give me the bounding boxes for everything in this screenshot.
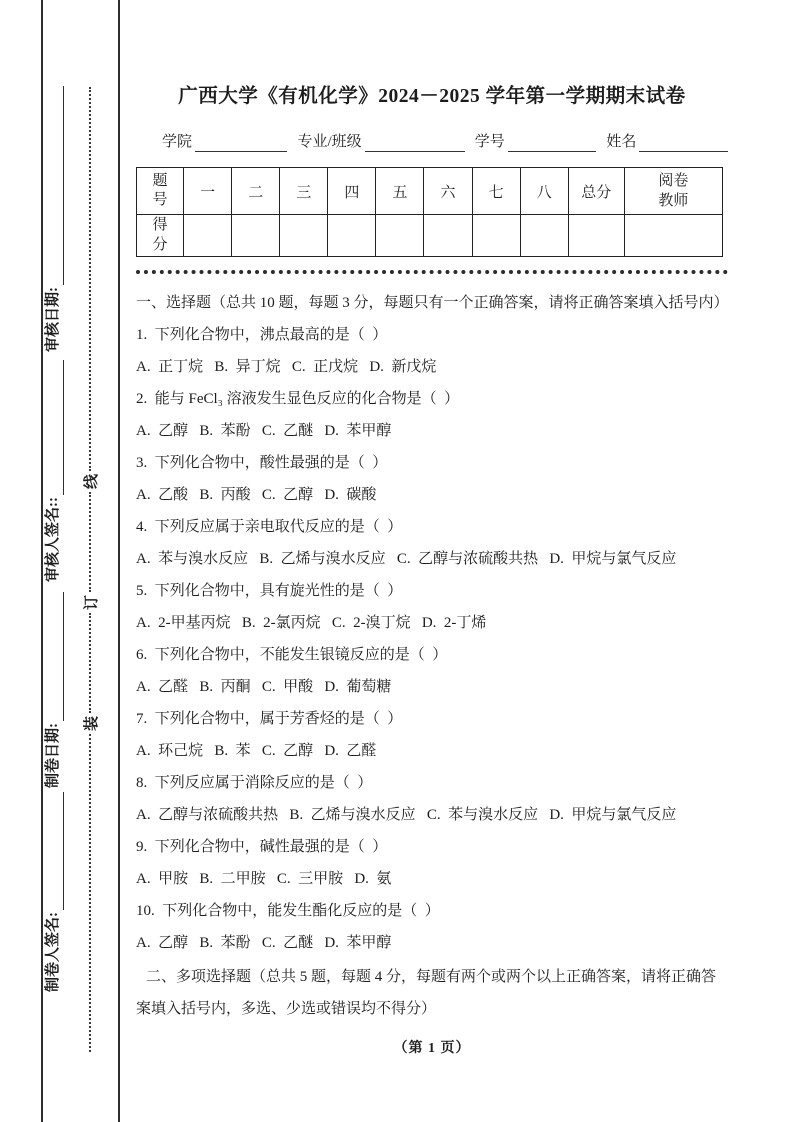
score-table-header-row	[137, 168, 723, 215]
seal-border-right	[118, 0, 120, 1122]
question-item	[136, 767, 728, 831]
score-cell	[376, 215, 424, 257]
binding-char-zhuang: 装	[83, 715, 100, 731]
col-header-2: 二	[232, 168, 280, 215]
question-options: A. 乙醇与浓硫酸共热 B. 乙烯与溴水反应 C. 苯与溴水反应 D. 甲烷与氯气反应	[136, 807, 677, 823]
question-options: A. 正丁烷 B. 异丁烷 C. 正戊烷 D. 新戊烷	[136, 359, 437, 375]
col-header-4: 四	[328, 168, 376, 215]
paper-date-blank	[48, 592, 64, 721]
paper-date-label: 制卷日期:	[45, 723, 61, 788]
score-cell	[624, 215, 722, 257]
review-date-blank	[48, 86, 64, 285]
question-text: 8. 下列反应属于消除反应的是（ ）	[136, 775, 373, 791]
col-header-3: 三	[280, 168, 328, 215]
score-cell	[568, 215, 624, 257]
question-text: 3. 下列化合物中，酸性最强的是（ ）	[136, 455, 388, 471]
major-class-blank	[365, 134, 465, 152]
binding-char-xian: 线	[83, 473, 100, 489]
question-text: 1. 下列化合物中，沸点最高的是（ ）	[136, 327, 388, 343]
question-options: A. 苯与溴水反应 B. 乙烯与溴水反应 C. 乙醇与浓硫酸共热 D. 甲烷与氯气反应	[136, 551, 677, 567]
question-item	[136, 319, 728, 383]
seal-field-paper-maker-signature	[42, 792, 64, 992]
col-header-1: 一	[184, 168, 232, 215]
question-text: 6. 下列化合物中，不能发生银镜反应的是（ ）	[136, 647, 448, 663]
question-text: 5. 下列化合物中，具有旋光性的是（ ）	[136, 583, 403, 599]
reviewer-signature-blank	[48, 360, 64, 495]
question-text: 2. 能与 FeCl₃ 溶液发生显色反应的化合物是（ ）	[136, 391, 460, 407]
section1-heading: 一、选择题（总共 10 题，每题 3 分，每题只有一个正确答案，请将正确答案填入括号内）	[136, 295, 729, 311]
question-item	[136, 703, 728, 767]
binding-dots	[89, 734, 91, 1052]
student-id-label: 学号	[474, 134, 505, 150]
col-header-7: 七	[472, 168, 520, 215]
question-item	[136, 383, 728, 447]
score-cell	[328, 215, 376, 257]
binding-dots	[89, 492, 91, 592]
page-title: 广西大学《有机化学》2024－2025 学年第一学期期末试卷	[178, 86, 686, 107]
score-cell	[520, 215, 568, 257]
question-number-corner: 题号	[137, 168, 184, 215]
question-item	[136, 511, 728, 575]
question-options: A. 乙醛 B. 丙酮 C. 甲酸 D. 葡萄糖	[136, 679, 392, 695]
question-options: A. 乙酸 B. 丙酸 C. 乙醇 D. 碳酸	[136, 487, 377, 503]
reviewer-signature-label: 审核人签名::	[45, 497, 61, 582]
college-blank	[195, 134, 287, 152]
question-options: A. 乙醇 B. 苯酚 C. 乙醚 D. 苯甲醇	[136, 935, 392, 951]
col-header-8: 八	[520, 168, 568, 215]
question-options: A. 环己烷 B. 苯 C. 乙醇 D. 乙醛	[136, 743, 377, 759]
name-blank	[639, 134, 728, 152]
col-header-total: 总分	[568, 168, 624, 215]
seal-field-paper-date	[42, 592, 64, 788]
question-item	[136, 831, 728, 895]
binding-char-ding: 订	[83, 594, 100, 610]
binding-dots	[89, 87, 91, 471]
page-footer: （第 1 页）	[393, 1041, 471, 1056]
question-item	[136, 575, 728, 639]
major-class-label: 专业/班级	[297, 134, 362, 150]
question-options: A. 甲胺 B. 二甲胺 C. 三甲胺 D. 氨	[136, 871, 392, 887]
main-content	[136, 84, 728, 1057]
binding-line	[80, 87, 100, 1052]
section2-heading: 二、多项选择题（总共 5 题，每题 4 分，每题有两个或两个以上正确答案，请将正确答案填入括号内，多选、少选或错误均不得分）	[136, 969, 717, 1017]
seal-field-reviewer-signature	[42, 360, 64, 582]
question-options: A. 乙醇 B. 苯酚 C. 乙醚 D. 苯甲醇	[136, 423, 392, 439]
score-cell	[472, 215, 520, 257]
student-id-blank	[508, 134, 597, 152]
score-cell	[184, 215, 232, 257]
question-item	[136, 447, 728, 511]
paper-maker-signature-blank	[48, 792, 64, 910]
question-options: A. 2-甲基丙烷 B. 2-氯丙烷 C. 2-溴丁烷 D. 2-丁烯	[136, 615, 487, 631]
question-item	[136, 895, 728, 959]
col-header-grader: 阅卷教师	[624, 168, 722, 215]
student-info-row	[162, 132, 728, 152]
question-text: 4. 下列反应属于亲电取代反应的是（ ）	[136, 519, 403, 535]
score-table-score-row	[137, 215, 723, 257]
score-cell	[424, 215, 472, 257]
score-cell	[280, 215, 328, 257]
binding-dots	[89, 613, 91, 713]
name-label: 姓名	[606, 134, 637, 150]
question-item	[136, 639, 728, 703]
college-label: 学院	[162, 134, 193, 150]
question-text: 10. 下列化合物中，能发生酯化反应的是（ ）	[136, 903, 440, 919]
score-cell	[232, 215, 280, 257]
col-header-6: 六	[424, 168, 472, 215]
review-date-label: 审核日期:	[45, 287, 61, 352]
score-corner: 得分	[137, 215, 184, 257]
col-header-5: 五	[376, 168, 424, 215]
question-text: 7. 下列化合物中，属于芳香烃的是（ ）	[136, 711, 403, 727]
score-table	[136, 167, 723, 257]
paper-maker-signature-label: 制卷人签名:	[45, 912, 61, 992]
seal-field-review-date	[42, 86, 64, 352]
dotted-separator	[136, 270, 728, 274]
question-text: 9. 下列化合物中，碱性最强的是（ ）	[136, 839, 388, 855]
